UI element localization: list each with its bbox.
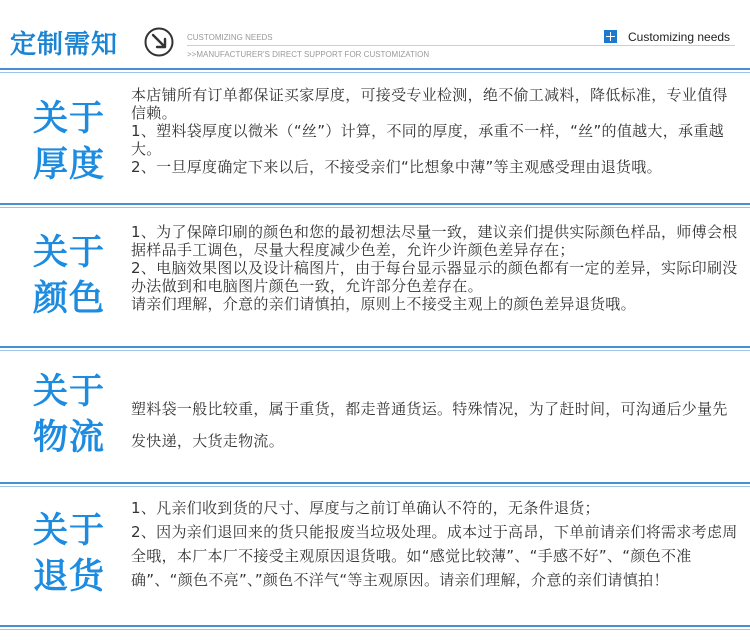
section-heading-color [33, 230, 105, 322]
arrow-circle-icon [144, 27, 174, 57]
heading-line: 厚度 [33, 145, 106, 185]
paragraph: 2、电脑效果图以及设计稿图片，由于每台显示器显示的颜色都有一定的差异，实际印刷没办法做到和电脑图片颜色一致，允许部分色差存在。 [131, 259, 738, 295]
header-divider [187, 45, 735, 46]
section-text-thickness [131, 86, 741, 176]
header [0, 0, 750, 66]
plus-icon [604, 30, 617, 43]
header-subtitle-bottom: >>MANUFACTURER'S DIRECT SUPPORT FOR CUSTOMIZATION [187, 50, 430, 59]
paragraph: 2、一旦厚度确定下来以后，不接受亲们“比想象中薄”等主观感受理由退货哦。 [131, 158, 662, 176]
section-heading-logistics [33, 369, 105, 461]
section-heading-thickness [33, 96, 105, 188]
section-text-logistics [131, 393, 741, 457]
header-right-label: Customizing needs [628, 30, 731, 44]
heading-line: 物流 [33, 418, 106, 458]
page-title: 定制需知 [10, 30, 119, 60]
section-text-returns [131, 496, 741, 592]
paragraph: 塑料袋一般比较重，属于重货，都走普通货运。特殊情况，为了赶时间，可沟通后少量先发快递，大货走物流。 [131, 400, 728, 450]
section-heading-returns [33, 508, 105, 600]
heading-line: 关于 [33, 511, 106, 551]
section-text-color [131, 223, 741, 313]
heading-line: 关于 [33, 99, 106, 139]
heading-line: 颜色 [33, 279, 106, 319]
heading-line: 关于 [33, 372, 106, 412]
paragraph: 本店铺所有订单都保证买家厚度，可接受专业检测，绝不偷工减料，降低标准，专业值得信赖。 [131, 86, 728, 122]
paragraph: 1、为了保障印刷的颜色和您的最初想法尽量一致，建议亲们提供实际颜色样品，师傅会根据样品手工调色，尽量大程度减少色差，允许少许颜色差异存在； [131, 223, 738, 259]
paragraph: 1、塑料袋厚度以微米（“丝”）计算，不同的厚度，承重不一样，“丝”的值越大，承重越大。 [131, 122, 724, 158]
header-subtitle-top: CUSTOMIZING NEEDS [187, 33, 273, 42]
paragraph: 1、凡亲们收到货的尺寸、厚度与之前订单确认不符的，无条件退货； [131, 499, 600, 517]
heading-line: 关于 [33, 233, 106, 273]
paragraph: 请亲们理解，介意的亲们请慎拍，原则上不接受主观上的颜色差异退货哦。 [131, 295, 636, 313]
heading-line: 退货 [33, 557, 106, 597]
paragraph: 2、因为亲们退回来的货只能报废当垃圾处理。成本过于高昂，下单前请亲们将需求考虑周全哦，本厂本厂不接受主观原因退货哦。如“感觉比较薄”、“手感不好”、“颜色不准确”、“颜色不亮”、”颜色不洋气“等主观原因。请亲们理解，介意的亲们请慎拍！ [131, 523, 738, 589]
